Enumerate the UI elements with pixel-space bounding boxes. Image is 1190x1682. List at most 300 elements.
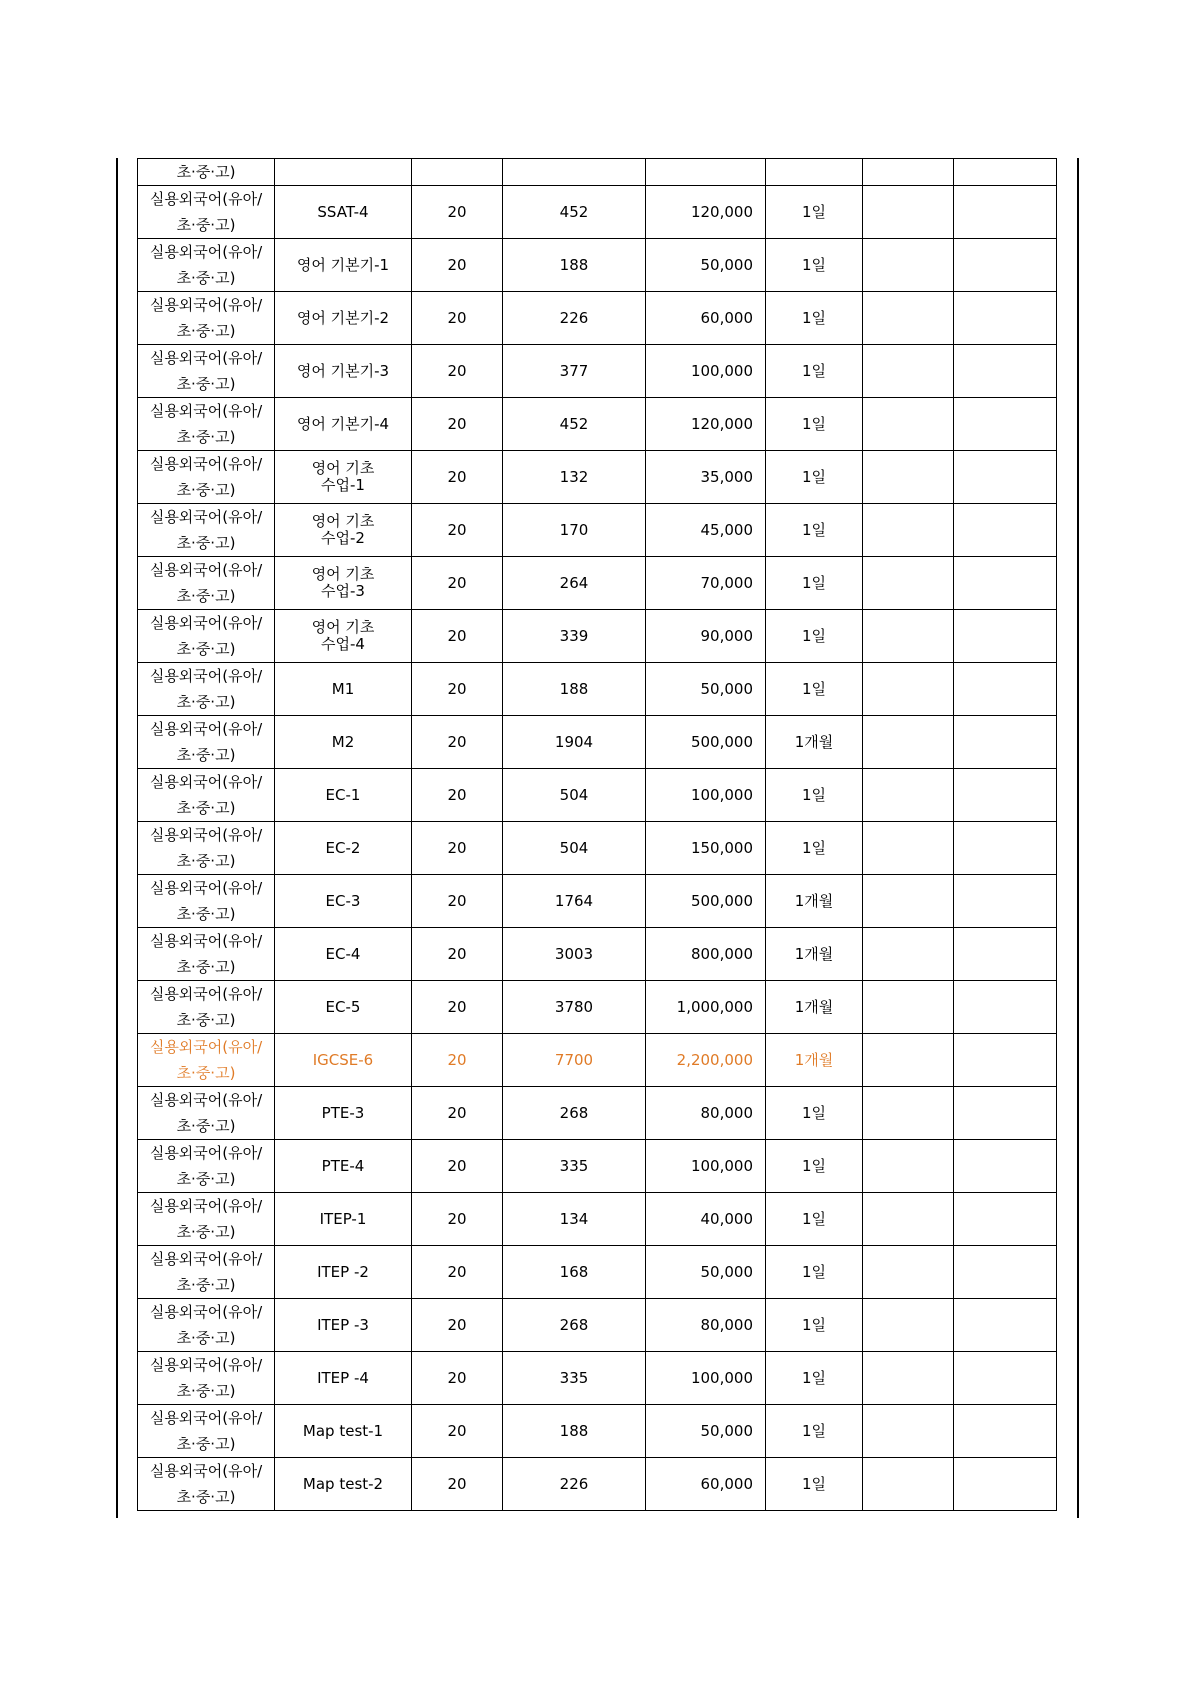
category-line-1: 실용외국어(유아/ <box>149 1038 263 1056</box>
people-cell: 20 <box>412 239 503 292</box>
course-cell <box>275 398 412 451</box>
category-line-1: 실용외국어(유아/ <box>149 773 263 791</box>
table-row <box>138 1087 1057 1140</box>
category-line-1: 실용외국어(유아/ <box>149 243 263 261</box>
people-cell: 20 <box>412 875 503 928</box>
price-cell <box>646 159 766 186</box>
people-cell <box>412 159 503 186</box>
empty-cell <box>863 186 954 239</box>
category-cell <box>138 292 275 345</box>
course-cell <box>275 1458 412 1511</box>
period-cell: 1일 <box>766 1087 863 1140</box>
empty-cell <box>863 1246 954 1299</box>
period-cell: 1일 <box>766 1299 863 1352</box>
category-line-1: 실용외국어(유아/ <box>149 402 263 420</box>
table-row <box>138 928 1057 981</box>
course-name-line-2: 수업-2 <box>321 529 365 547</box>
course-name: PTE-4 <box>321 1157 365 1175</box>
course-name: ITEP -3 <box>317 1316 369 1334</box>
period-cell: 1일 <box>766 822 863 875</box>
category-line-2: 초·중·고) <box>176 216 236 234</box>
course-name: 영어 기초 <box>311 565 375 583</box>
course-name: 영어 기본기-4 <box>296 415 390 433</box>
period-cell: 1일 <box>766 398 863 451</box>
hours-cell: 226 <box>503 1458 646 1511</box>
hours-cell: 268 <box>503 1299 646 1352</box>
empty-cell <box>863 716 954 769</box>
table-row <box>138 1193 1057 1246</box>
empty-cell <box>863 1034 954 1087</box>
empty-cell <box>863 1299 954 1352</box>
table-row <box>138 239 1057 292</box>
hours-cell: 452 <box>503 398 646 451</box>
course-name: 영어 기본기-1 <box>296 256 390 274</box>
category-cell <box>138 451 275 504</box>
empty-cell <box>954 557 1057 610</box>
price-cell: 50,000 <box>646 1246 766 1299</box>
period-cell: 1일 <box>766 1140 863 1193</box>
category-line-2: 초·중·고) <box>176 852 236 870</box>
empty-cell <box>954 1246 1057 1299</box>
category-line-2: 초·중·고) <box>176 1064 236 1082</box>
empty-cell <box>954 928 1057 981</box>
empty-cell <box>863 345 954 398</box>
people-cell: 20 <box>412 345 503 398</box>
course-cell <box>275 186 412 239</box>
category-line-1: 실용외국어(유아/ <box>149 1250 263 1268</box>
table-row <box>138 504 1057 557</box>
course-name: EC-4 <box>325 945 361 963</box>
course-name: 영어 기초 <box>311 459 375 477</box>
course-cell <box>275 822 412 875</box>
course-name-line-2: 수업-3 <box>321 582 365 600</box>
period-cell: 1일 <box>766 1246 863 1299</box>
empty-cell <box>954 292 1057 345</box>
price-cell: 1,000,000 <box>646 981 766 1034</box>
empty-cell <box>954 345 1057 398</box>
course-name: SSAT-4 <box>317 203 369 221</box>
empty-cell <box>863 504 954 557</box>
empty-cell <box>954 875 1057 928</box>
category-line-1: 실용외국어(유아/ <box>149 614 263 632</box>
category-line-2: 초·중·고) <box>176 799 236 817</box>
hours-cell: 188 <box>503 1405 646 1458</box>
course-name: M2 <box>331 733 355 751</box>
people-cell: 20 <box>412 1140 503 1193</box>
category-line-2: 초·중·고) <box>176 587 236 605</box>
period-cell: 1일 <box>766 610 863 663</box>
category-cell <box>138 1034 275 1087</box>
page-border-right <box>1077 158 1079 1518</box>
category-cell <box>138 557 275 610</box>
category-cell <box>138 1299 275 1352</box>
price-cell: 500,000 <box>646 875 766 928</box>
period-cell: 1일 <box>766 1458 863 1511</box>
table-row <box>138 663 1057 716</box>
category-cell <box>138 716 275 769</box>
empty-cell <box>954 1458 1057 1511</box>
category-cell <box>138 239 275 292</box>
price-cell: 50,000 <box>646 239 766 292</box>
price-cell: 45,000 <box>646 504 766 557</box>
category-line-2: 초·중·고) <box>176 905 236 923</box>
category-line-2: 초·중·고) <box>176 322 236 340</box>
price-cell: 80,000 <box>646 1299 766 1352</box>
hours-cell: 168 <box>503 1246 646 1299</box>
course-cell <box>275 610 412 663</box>
category-line-2: 초·중·고) <box>176 481 236 499</box>
category-line-2: 초·중·고) <box>176 1382 236 1400</box>
empty-cell <box>954 663 1057 716</box>
course-name: IGCSE-6 <box>312 1051 374 1069</box>
category-line-1: 실용외국어(유아/ <box>149 561 263 579</box>
price-cell: 60,000 <box>646 1458 766 1511</box>
course-cell <box>275 504 412 557</box>
category-line-2: 초·중·고) <box>176 746 236 764</box>
category-line-1: 실용외국어(유아/ <box>149 932 263 950</box>
course-name-line-2: 수업-4 <box>321 635 365 653</box>
people-cell: 20 <box>412 716 503 769</box>
course-cell <box>275 451 412 504</box>
empty-cell <box>954 451 1057 504</box>
course-cell <box>275 663 412 716</box>
course-name: 영어 기초 <box>311 618 375 636</box>
category-line-1: 실용외국어(유아/ <box>149 1409 263 1427</box>
price-cell: 500,000 <box>646 716 766 769</box>
hours-cell: 504 <box>503 822 646 875</box>
table-row <box>138 557 1057 610</box>
category-cell <box>138 981 275 1034</box>
empty-cell <box>954 822 1057 875</box>
empty-cell <box>863 875 954 928</box>
people-cell: 20 <box>412 1193 503 1246</box>
category-line-1: 실용외국어(유아/ <box>149 1303 263 1321</box>
table-row <box>138 1405 1057 1458</box>
period-cell: 1개월 <box>766 875 863 928</box>
table-row <box>138 186 1057 239</box>
category-line-2: 초·중·고) <box>176 534 236 552</box>
table-row <box>138 345 1057 398</box>
category-line-2: 초·중·고) <box>176 428 236 446</box>
price-cell: 50,000 <box>646 663 766 716</box>
period-cell: 1일 <box>766 1193 863 1246</box>
category-line-2: 초·중·고) <box>176 693 236 711</box>
category-cell <box>138 1458 275 1511</box>
people-cell: 20 <box>412 557 503 610</box>
category-cell <box>138 875 275 928</box>
hours-cell: 226 <box>503 292 646 345</box>
category-cell <box>138 822 275 875</box>
empty-cell <box>863 1405 954 1458</box>
table-row <box>138 769 1057 822</box>
category-line-1: 실용외국어(유아/ <box>149 508 263 526</box>
course-name: Map test-1 <box>302 1422 384 1440</box>
hours-cell <box>503 159 646 186</box>
empty-cell <box>954 159 1057 186</box>
price-cell: 100,000 <box>646 769 766 822</box>
price-cell: 40,000 <box>646 1193 766 1246</box>
course-name: 영어 기본기-3 <box>296 362 390 380</box>
course-cell <box>275 1034 412 1087</box>
table-row <box>138 981 1057 1034</box>
course-name: ITEP -4 <box>317 1369 369 1387</box>
period-cell <box>766 159 863 186</box>
table-row <box>138 875 1057 928</box>
table-row <box>138 610 1057 663</box>
category-cell <box>138 1087 275 1140</box>
empty-cell <box>863 239 954 292</box>
empty-cell <box>954 504 1057 557</box>
course-cell <box>275 345 412 398</box>
category-line-1: 실용외국어(유아/ <box>149 190 263 208</box>
price-cell: 120,000 <box>646 186 766 239</box>
people-cell: 20 <box>412 928 503 981</box>
category-cell <box>138 1193 275 1246</box>
hours-cell: 1904 <box>503 716 646 769</box>
empty-cell <box>863 1140 954 1193</box>
category-line-1: 실용외국어(유아/ <box>149 349 263 367</box>
category-cell <box>138 663 275 716</box>
empty-cell <box>954 1193 1057 1246</box>
course-name: ITEP-1 <box>319 1210 367 1228</box>
people-cell: 20 <box>412 1458 503 1511</box>
table-row <box>138 159 1057 186</box>
price-cell: 2,200,000 <box>646 1034 766 1087</box>
category-line-2: 초·중·고) <box>176 958 236 976</box>
category-cell <box>138 610 275 663</box>
period-cell: 1일 <box>766 557 863 610</box>
hours-cell: 1764 <box>503 875 646 928</box>
people-cell: 20 <box>412 1034 503 1087</box>
category-line-1: 실용외국어(유아/ <box>149 720 263 738</box>
category-cell <box>138 1246 275 1299</box>
table-row <box>138 1299 1057 1352</box>
empty-cell <box>863 1193 954 1246</box>
empty-cell <box>954 1034 1057 1087</box>
empty-cell <box>863 981 954 1034</box>
table-row <box>138 451 1057 504</box>
category-line-1: 실용외국어(유아/ <box>149 985 263 1003</box>
period-cell: 1개월 <box>766 1034 863 1087</box>
course-cell <box>275 1087 412 1140</box>
category-line-1: 실용외국어(유아/ <box>149 879 263 897</box>
course-cell <box>275 159 412 186</box>
empty-cell <box>863 928 954 981</box>
hours-cell: 188 <box>503 663 646 716</box>
people-cell: 20 <box>412 769 503 822</box>
category-line-2: 초·중·고) <box>176 1011 236 1029</box>
course-name-line-2: 수업-1 <box>321 476 365 494</box>
price-cell: 150,000 <box>646 822 766 875</box>
course-name: EC-2 <box>325 839 361 857</box>
empty-cell <box>863 398 954 451</box>
people-cell: 20 <box>412 451 503 504</box>
category-line-2: 초·중·고) <box>176 1488 236 1506</box>
period-cell: 1일 <box>766 663 863 716</box>
course-cell <box>275 716 412 769</box>
people-cell: 20 <box>412 1087 503 1140</box>
empty-cell <box>954 186 1057 239</box>
table-row <box>138 716 1057 769</box>
empty-cell <box>954 1140 1057 1193</box>
course-name: 영어 기본기-2 <box>296 309 390 327</box>
empty-cell <box>954 1405 1057 1458</box>
category-line-1: 실용외국어(유아/ <box>149 1197 263 1215</box>
course-cell <box>275 769 412 822</box>
hours-cell: 7700 <box>503 1034 646 1087</box>
price-cell: 80,000 <box>646 1087 766 1140</box>
hours-cell: 339 <box>503 610 646 663</box>
empty-cell <box>954 1087 1057 1140</box>
people-cell: 20 <box>412 398 503 451</box>
empty-cell <box>954 769 1057 822</box>
category-cell <box>138 345 275 398</box>
empty-cell <box>863 557 954 610</box>
empty-cell <box>863 159 954 186</box>
empty-cell <box>863 451 954 504</box>
empty-cell <box>954 610 1057 663</box>
table-row <box>138 1352 1057 1405</box>
course-cell <box>275 981 412 1034</box>
category-line-2: 초·중·고) <box>176 1435 236 1453</box>
category-line-2: 초·중·고) <box>176 1329 236 1347</box>
hours-cell: 3003 <box>503 928 646 981</box>
people-cell: 20 <box>412 981 503 1034</box>
category-cell <box>138 1352 275 1405</box>
empty-cell <box>954 716 1057 769</box>
category-line-1: 실용외국어(유아/ <box>149 296 263 314</box>
hours-cell: 268 <box>503 1087 646 1140</box>
category-cell: 초·중·고) <box>138 159 275 186</box>
course-cell <box>275 1140 412 1193</box>
category-line-2: 초·중·고) <box>176 375 236 393</box>
hours-cell: 504 <box>503 769 646 822</box>
course-name: EC-5 <box>325 998 361 1016</box>
hours-cell: 264 <box>503 557 646 610</box>
category-cell <box>138 769 275 822</box>
category-line-1: 실용외국어(유아/ <box>149 667 263 685</box>
period-cell: 1일 <box>766 186 863 239</box>
course-name: PTE-3 <box>321 1104 365 1122</box>
hours-cell: 188 <box>503 239 646 292</box>
hours-cell: 335 <box>503 1140 646 1193</box>
people-cell: 20 <box>412 292 503 345</box>
hours-cell: 170 <box>503 504 646 557</box>
period-cell: 1일 <box>766 769 863 822</box>
table-row <box>138 1246 1057 1299</box>
hours-cell: 335 <box>503 1352 646 1405</box>
empty-cell <box>863 1087 954 1140</box>
category-cell <box>138 504 275 557</box>
empty-cell <box>863 769 954 822</box>
price-cell: 120,000 <box>646 398 766 451</box>
course-cell <box>275 1193 412 1246</box>
empty-cell <box>863 663 954 716</box>
period-cell: 1개월 <box>766 981 863 1034</box>
course-name: M1 <box>331 680 355 698</box>
people-cell: 20 <box>412 1405 503 1458</box>
fee-table <box>137 158 1057 1511</box>
table-row <box>138 1140 1057 1193</box>
people-cell: 20 <box>412 1352 503 1405</box>
course-name: 영어 기초 <box>311 512 375 530</box>
course-name: EC-1 <box>325 786 361 804</box>
category-cell <box>138 1405 275 1458</box>
empty-cell <box>863 1352 954 1405</box>
course-cell <box>275 557 412 610</box>
price-cell: 35,000 <box>646 451 766 504</box>
category-line-1: 실용외국어(유아/ <box>149 455 263 473</box>
course-cell <box>275 292 412 345</box>
price-cell: 800,000 <box>646 928 766 981</box>
course-cell <box>275 928 412 981</box>
price-cell: 50,000 <box>646 1405 766 1458</box>
price-cell: 90,000 <box>646 610 766 663</box>
people-cell: 20 <box>412 822 503 875</box>
category-line-2: 초·중·고) <box>176 1170 236 1188</box>
people-cell: 20 <box>412 186 503 239</box>
hours-cell: 132 <box>503 451 646 504</box>
empty-cell <box>954 1299 1057 1352</box>
period-cell: 1일 <box>766 292 863 345</box>
category-line-2: 초·중·고) <box>176 1223 236 1241</box>
course-cell <box>275 1405 412 1458</box>
empty-cell <box>954 1352 1057 1405</box>
category-line-1: 실용외국어(유아/ <box>149 1462 263 1480</box>
price-cell: 70,000 <box>646 557 766 610</box>
hours-cell: 377 <box>503 345 646 398</box>
course-name: Map test-2 <box>302 1475 384 1493</box>
table-row <box>138 1034 1057 1087</box>
category-line-2: 초·중·고) <box>176 1276 236 1294</box>
people-cell: 20 <box>412 1299 503 1352</box>
category-line-2: 초·중·고) <box>176 1117 236 1135</box>
category-cell <box>138 1140 275 1193</box>
course-name: ITEP -2 <box>317 1263 369 1281</box>
course-cell <box>275 1299 412 1352</box>
category-cell <box>138 186 275 239</box>
category-line-1: 실용외국어(유아/ <box>149 1144 263 1162</box>
period-cell: 1개월 <box>766 928 863 981</box>
period-cell: 1일 <box>766 1352 863 1405</box>
period-cell: 1일 <box>766 239 863 292</box>
hours-cell: 134 <box>503 1193 646 1246</box>
category-line-2: 초·중·고) <box>176 640 236 658</box>
category-line-2: 초·중·고) <box>176 269 236 287</box>
price-cell: 100,000 <box>646 1352 766 1405</box>
table-row <box>138 398 1057 451</box>
table-row <box>138 1458 1057 1511</box>
course-name: EC-3 <box>325 892 361 910</box>
category-line-1: 실용외국어(유아/ <box>149 826 263 844</box>
price-cell: 100,000 <box>646 345 766 398</box>
period-cell: 1개월 <box>766 716 863 769</box>
table-row <box>138 822 1057 875</box>
people-cell: 20 <box>412 504 503 557</box>
category-cell <box>138 928 275 981</box>
price-cell: 60,000 <box>646 292 766 345</box>
table-row <box>138 292 1057 345</box>
course-cell <box>275 239 412 292</box>
course-cell <box>275 1352 412 1405</box>
empty-cell <box>863 292 954 345</box>
empty-cell <box>954 239 1057 292</box>
empty-cell <box>954 398 1057 451</box>
hours-cell: 452 <box>503 186 646 239</box>
period-cell: 1일 <box>766 451 863 504</box>
category-line-1: 실용외국어(유아/ <box>149 1356 263 1374</box>
period-cell: 1일 <box>766 345 863 398</box>
